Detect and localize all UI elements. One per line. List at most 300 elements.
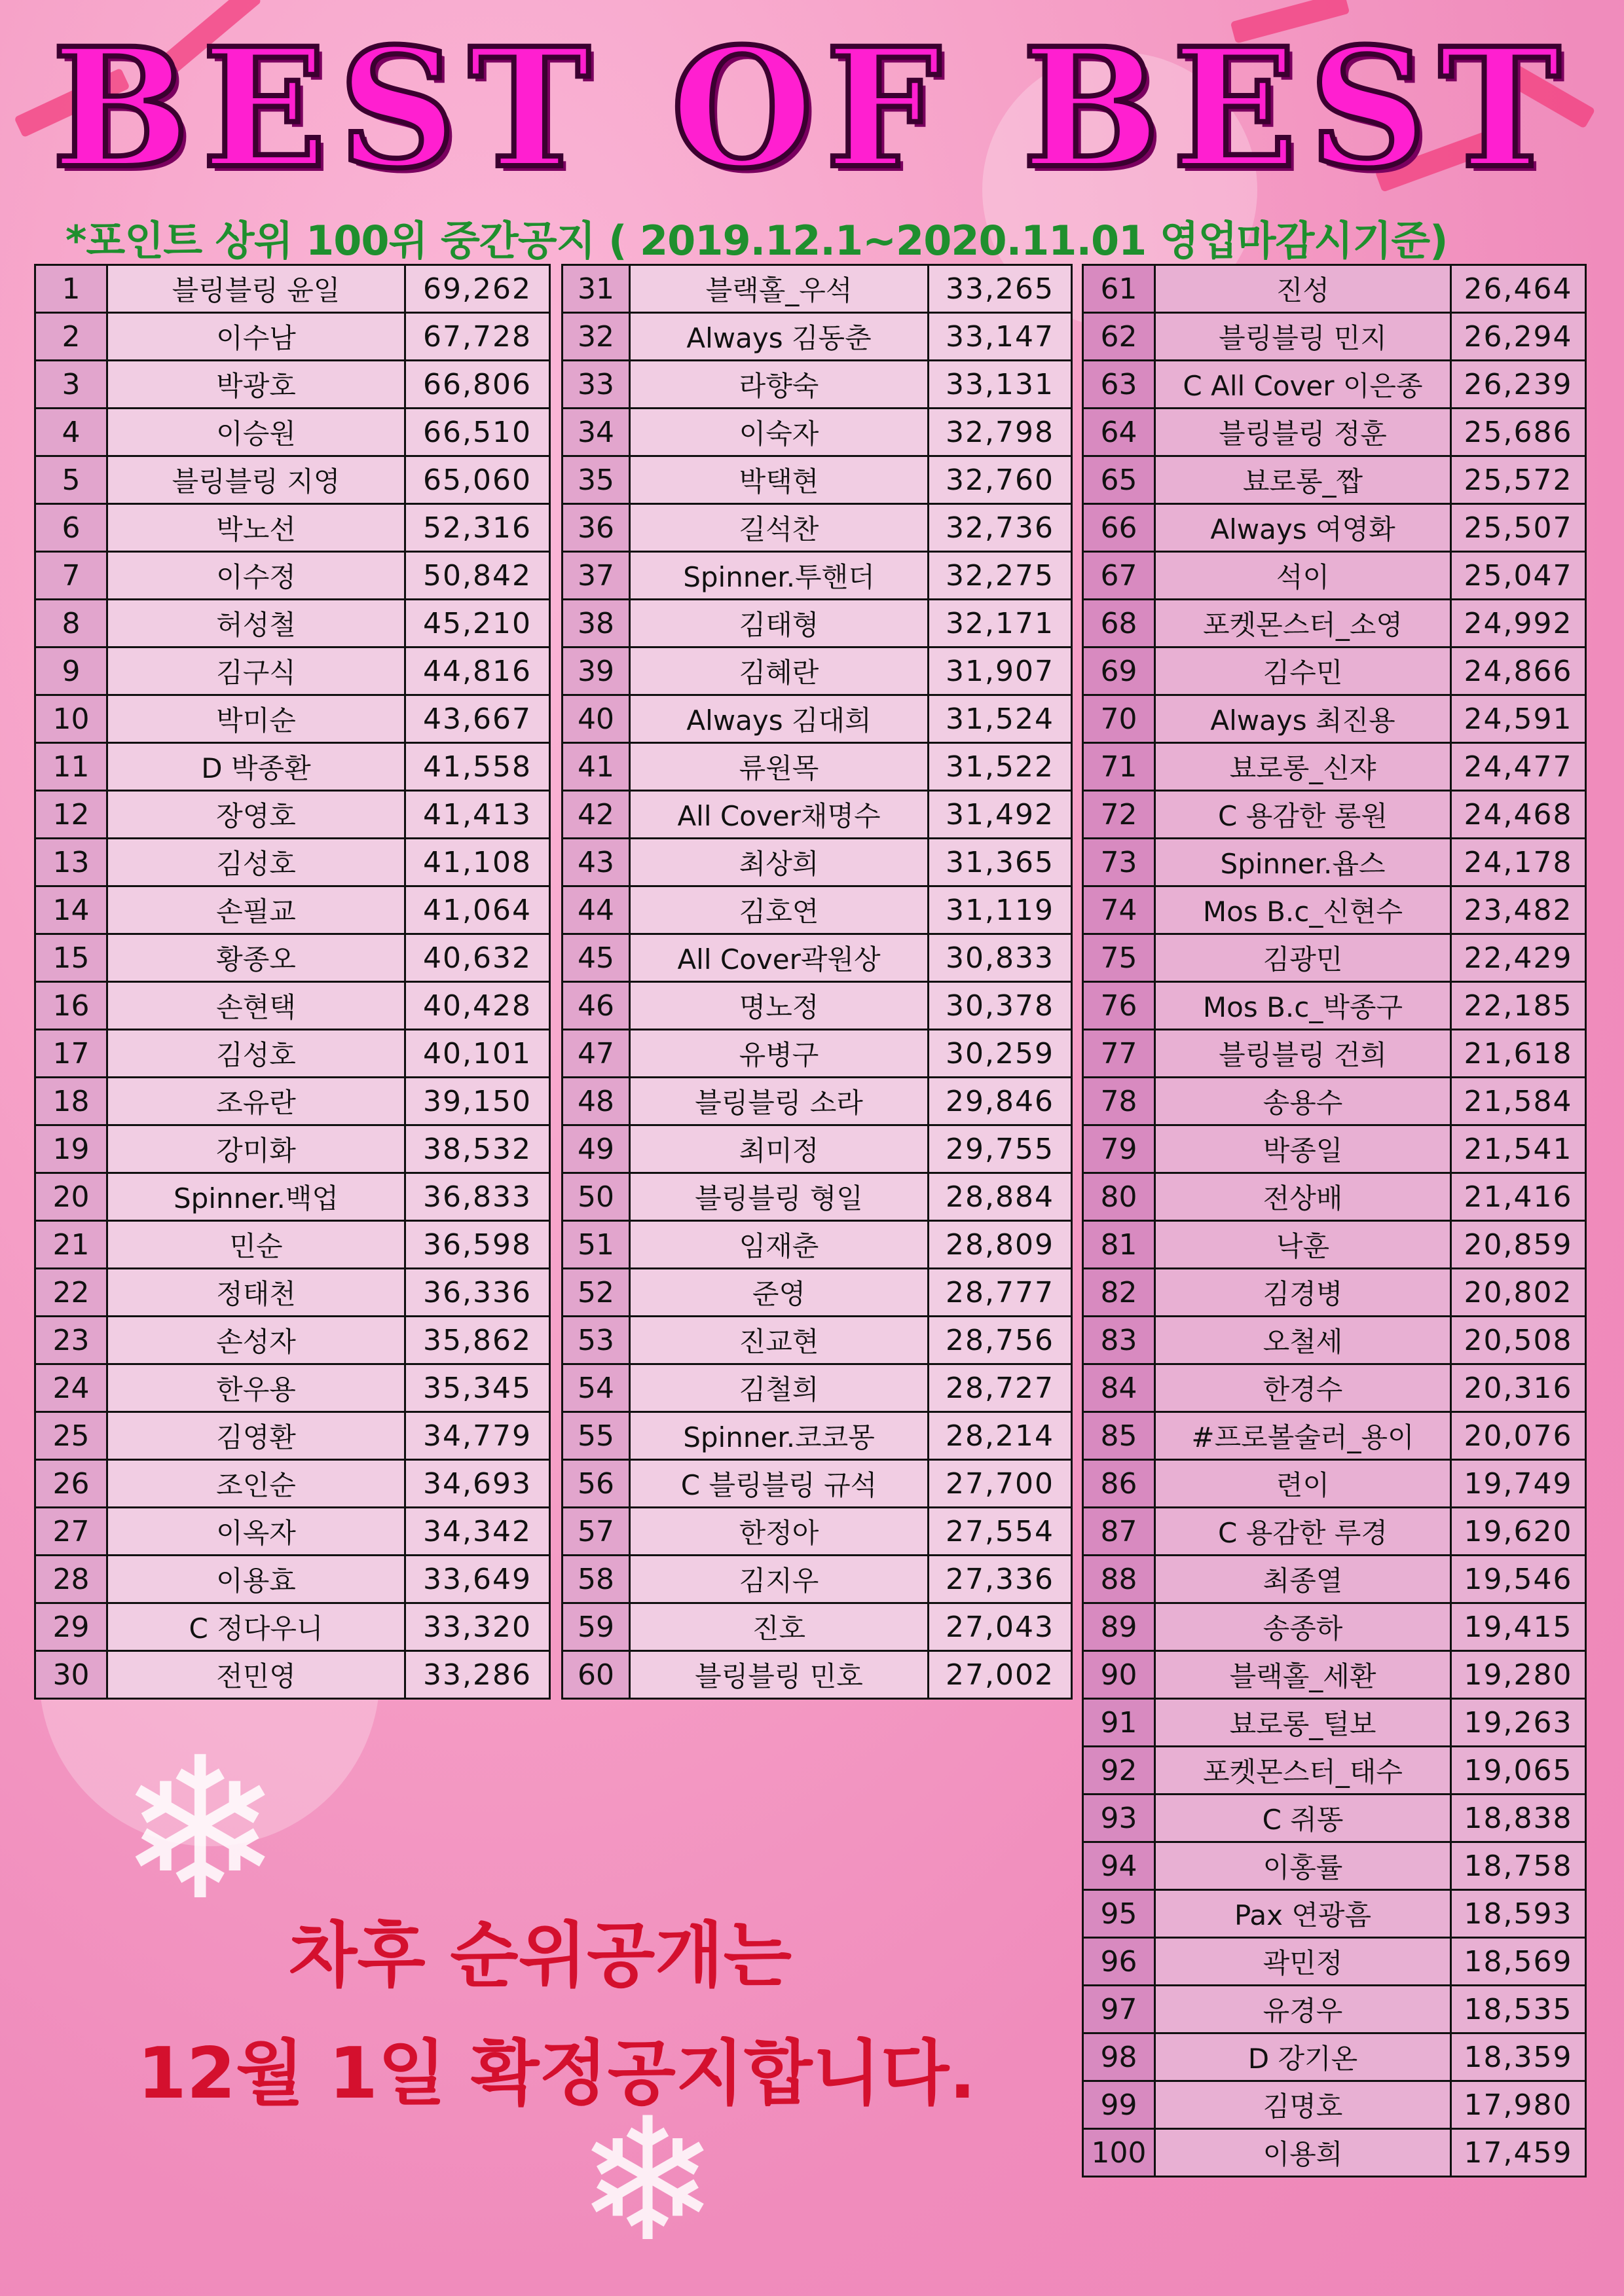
points-cell: 38,532: [405, 1125, 550, 1173]
name-cell: All Cover채명수: [630, 791, 929, 839]
rank-cell: 50: [563, 1173, 630, 1221]
subtitle: *포인트 상위 100위 중간공지 ( 2019.12.1~2020.11.01 영업마감시기준): [65, 217, 1448, 264]
table-row: [35, 1460, 550, 1508]
name-cell: 김지우: [630, 1556, 929, 1603]
points-cell: 19,620: [1451, 1508, 1586, 1556]
points-cell: 26,239: [1451, 361, 1586, 409]
name-cell: 최미정: [630, 1125, 929, 1173]
rank-cell: 29: [35, 1603, 107, 1651]
rank-cell: 84: [1083, 1364, 1155, 1412]
table-row: [563, 695, 1072, 743]
table-row: [563, 600, 1072, 647]
table-row: [1083, 1412, 1586, 1460]
points-cell: 35,345: [405, 1364, 550, 1412]
name-cell: 이숙자: [630, 409, 929, 456]
rank-cell: 37: [563, 552, 630, 600]
points-cell: 27,043: [929, 1603, 1072, 1651]
points-cell: 25,047: [1451, 552, 1586, 600]
table-row: [1083, 2033, 1586, 2081]
points-cell: 28,756: [929, 1317, 1072, 1364]
name-cell: 이수정: [107, 552, 405, 600]
points-cell: 21,584: [1451, 1078, 1586, 1125]
table-row: [1083, 1699, 1586, 1747]
rank-cell: 10: [35, 695, 107, 743]
points-cell: 18,569: [1451, 1938, 1586, 1986]
rank-cell: 35: [563, 456, 630, 504]
rank-cell: 36: [563, 504, 630, 552]
name-cell: Spinner.투핸더: [630, 552, 929, 600]
points-cell: 27,554: [929, 1508, 1072, 1556]
points-cell: 36,336: [405, 1269, 550, 1317]
rank-cell: 28: [35, 1556, 107, 1603]
rank-cell: 55: [563, 1412, 630, 1460]
name-cell: 최종열: [1155, 1556, 1451, 1603]
table-row: [1083, 1078, 1586, 1125]
points-cell: 40,428: [405, 982, 550, 1030]
name-cell: 박노선: [107, 504, 405, 552]
name-cell: 전민영: [107, 1651, 405, 1699]
table-row: [1083, 361, 1586, 409]
notice-line-1: 차후 순위공개는: [289, 1915, 792, 1997]
points-cell: 41,108: [405, 839, 550, 886]
rank-cell: 20: [35, 1173, 107, 1221]
points-cell: 24,178: [1451, 839, 1586, 886]
name-cell: 조인순: [107, 1460, 405, 1508]
points-cell: 20,859: [1451, 1221, 1586, 1269]
points-cell: 23,482: [1451, 886, 1586, 934]
points-cell: 24,866: [1451, 647, 1586, 695]
points-cell: 21,541: [1451, 1125, 1586, 1173]
name-cell: 이용효: [107, 1556, 405, 1603]
table-row: [1083, 1986, 1586, 2033]
table-row: [35, 791, 550, 839]
rank-cell: 89: [1083, 1603, 1155, 1651]
points-cell: 19,415: [1451, 1603, 1586, 1651]
table-row: [563, 1460, 1072, 1508]
rank-cell: 85: [1083, 1412, 1155, 1460]
table-row: [563, 552, 1072, 600]
table-row: [563, 1030, 1072, 1078]
points-cell: 33,286: [405, 1651, 550, 1699]
name-cell: 손성자: [107, 1317, 405, 1364]
points-cell: 34,779: [405, 1412, 550, 1460]
table-row: [563, 791, 1072, 839]
rank-cell: 27: [35, 1508, 107, 1556]
points-cell: 66,510: [405, 409, 550, 456]
name-cell: 뵤로롱_짭: [1155, 456, 1451, 504]
table-row: [35, 456, 550, 504]
table-row: [35, 1508, 550, 1556]
points-cell: 27,700: [929, 1460, 1072, 1508]
table-row: [1083, 839, 1586, 886]
rank-cell: 31: [563, 265, 630, 313]
table-row: [35, 1125, 550, 1173]
name-cell: 라향숙: [630, 361, 929, 409]
table-row: [35, 504, 550, 552]
points-cell: 28,214: [929, 1412, 1072, 1460]
rank-cell: 52: [563, 1269, 630, 1317]
name-cell: 유경우: [1155, 1986, 1451, 2033]
table-row: [563, 265, 1072, 313]
rank-cell: 12: [35, 791, 107, 839]
name-cell: C 블링블링 규석: [630, 1460, 929, 1508]
points-cell: 41,558: [405, 743, 550, 791]
points-cell: 18,535: [1451, 1986, 1586, 2033]
ranking-table-3: [1082, 264, 1587, 2178]
name-cell: 진교현: [630, 1317, 929, 1364]
points-cell: 29,755: [929, 1125, 1072, 1173]
points-cell: 18,838: [1451, 1795, 1586, 1842]
points-cell: 22,185: [1451, 982, 1586, 1030]
name-cell: 블링블링 민지: [1155, 313, 1451, 361]
rank-cell: 17: [35, 1030, 107, 1078]
name-cell: 포켓몬스터_태수: [1155, 1747, 1451, 1795]
name-cell: 김철희: [630, 1364, 929, 1412]
table-row: [35, 1364, 550, 1412]
table-row: [563, 313, 1072, 361]
points-cell: 69,262: [405, 265, 550, 313]
name-cell: 허성철: [107, 600, 405, 647]
rank-cell: 46: [563, 982, 630, 1030]
name-cell: 한우용: [107, 1364, 405, 1412]
name-cell: 한경수: [1155, 1364, 1451, 1412]
rank-cell: 100: [1083, 2129, 1155, 2177]
table-row: [1083, 647, 1586, 695]
table-row: [1083, 313, 1586, 361]
name-cell: 포켓몬스터_소영: [1155, 600, 1451, 647]
table-row: [1083, 265, 1586, 313]
table-row: [1083, 1364, 1586, 1412]
name-cell: 정태천: [107, 1269, 405, 1317]
points-cell: 32,736: [929, 504, 1072, 552]
points-cell: 24,477: [1451, 743, 1586, 791]
rank-cell: 54: [563, 1364, 630, 1412]
table-row: [35, 695, 550, 743]
name-cell: Spinner.백업: [107, 1173, 405, 1221]
table-row: [1083, 1269, 1586, 1317]
points-cell: 20,076: [1451, 1412, 1586, 1460]
name-cell: 진호: [630, 1603, 929, 1651]
rank-cell: 11: [35, 743, 107, 791]
table-row: [563, 1556, 1072, 1603]
name-cell: 임재춘: [630, 1221, 929, 1269]
table-row: [1083, 456, 1586, 504]
rank-cell: 99: [1083, 2081, 1155, 2129]
points-cell: 18,758: [1451, 1842, 1586, 1890]
points-cell: 30,259: [929, 1030, 1072, 1078]
rank-cell: 82: [1083, 1269, 1155, 1317]
rank-cell: 45: [563, 934, 630, 982]
points-cell: 31,522: [929, 743, 1072, 791]
points-cell: 33,131: [929, 361, 1072, 409]
rank-cell: 24: [35, 1364, 107, 1412]
rank-cell: 93: [1083, 1795, 1155, 1842]
points-cell: 41,064: [405, 886, 550, 934]
table-row: [1083, 1556, 1586, 1603]
points-cell: 36,598: [405, 1221, 550, 1269]
rank-cell: 73: [1083, 839, 1155, 886]
points-cell: 18,359: [1451, 2033, 1586, 2081]
points-cell: 19,065: [1451, 1747, 1586, 1795]
name-cell: 이용희: [1155, 2129, 1451, 2177]
name-cell: C 용감한 롱원: [1155, 791, 1451, 839]
table-row: [1083, 1651, 1586, 1699]
rank-cell: 97: [1083, 1986, 1155, 2033]
name-cell: 명노정: [630, 982, 929, 1030]
name-cell: 이옥자: [107, 1508, 405, 1556]
rank-cell: 9: [35, 647, 107, 695]
rank-cell: 78: [1083, 1078, 1155, 1125]
table-row: [563, 1221, 1072, 1269]
name-cell: 뵤로롱_신쟈: [1155, 743, 1451, 791]
table-row: [1083, 1173, 1586, 1221]
rank-cell: 81: [1083, 1221, 1155, 1269]
table-row: [563, 1412, 1072, 1460]
name-cell: 박미순: [107, 695, 405, 743]
rank-cell: 62: [1083, 313, 1155, 361]
table-row: [1083, 1508, 1586, 1556]
table-row: [35, 743, 550, 791]
name-cell: D 강기온: [1155, 2033, 1451, 2081]
name-cell: 오철세: [1155, 1317, 1451, 1364]
table-row: [563, 839, 1072, 886]
table-row: [1083, 695, 1586, 743]
rank-cell: 44: [563, 886, 630, 934]
rank-cell: 7: [35, 552, 107, 600]
rank-cell: 23: [35, 1317, 107, 1364]
rank-cell: 94: [1083, 1842, 1155, 1890]
name-cell: 낙훈: [1155, 1221, 1451, 1269]
rank-cell: 71: [1083, 743, 1155, 791]
points-cell: 67,728: [405, 313, 550, 361]
table-row: [35, 1556, 550, 1603]
rank-cell: 98: [1083, 2033, 1155, 2081]
name-cell: Spinner.욥스: [1155, 839, 1451, 886]
points-cell: 33,147: [929, 313, 1072, 361]
name-cell: All Cover곽원상: [630, 934, 929, 982]
table-row: [563, 886, 1072, 934]
rank-cell: 19: [35, 1125, 107, 1173]
rank-cell: 6: [35, 504, 107, 552]
rank-cell: 68: [1083, 600, 1155, 647]
table-row: [1083, 2081, 1586, 2129]
table-row: [35, 1030, 550, 1078]
rank-cell: 72: [1083, 791, 1155, 839]
rank-cell: 43: [563, 839, 630, 886]
points-cell: 32,760: [929, 456, 1072, 504]
table-row: [1083, 1460, 1586, 1508]
table-row: [35, 313, 550, 361]
name-cell: C 용감한 루경: [1155, 1508, 1451, 1556]
table-row: [563, 361, 1072, 409]
rank-cell: 64: [1083, 409, 1155, 456]
points-cell: 19,263: [1451, 1699, 1586, 1747]
table-row: [563, 934, 1072, 982]
points-cell: 18,593: [1451, 1890, 1586, 1938]
points-cell: 21,416: [1451, 1173, 1586, 1221]
points-cell: 31,119: [929, 886, 1072, 934]
rank-cell: 16: [35, 982, 107, 1030]
name-cell: 박택현: [630, 456, 929, 504]
table-row: [35, 839, 550, 886]
rank-cell: 30: [35, 1651, 107, 1699]
points-cell: 39,150: [405, 1078, 550, 1125]
table-row: [35, 1173, 550, 1221]
table-row: [1083, 504, 1586, 552]
table-row: [563, 409, 1072, 456]
snowflake-icon: ❄: [118, 1715, 283, 1944]
rank-cell: 87: [1083, 1508, 1155, 1556]
table-row: [563, 647, 1072, 695]
rank-cell: 21: [35, 1221, 107, 1269]
name-cell: 박종일: [1155, 1125, 1451, 1173]
points-cell: 28,884: [929, 1173, 1072, 1221]
name-cell: 블링블링 지영: [107, 456, 405, 504]
name-cell: 이승원: [107, 409, 405, 456]
name-cell: 이홍률: [1155, 1842, 1451, 1890]
points-cell: 28,727: [929, 1364, 1072, 1412]
name-cell: 뵤로롱_털보: [1155, 1699, 1451, 1747]
rank-cell: 13: [35, 839, 107, 886]
table-row: [35, 886, 550, 934]
table-row: [1083, 982, 1586, 1030]
points-cell: 40,632: [405, 934, 550, 982]
points-cell: 44,816: [405, 647, 550, 695]
rank-cell: 42: [563, 791, 630, 839]
rank-cell: 41: [563, 743, 630, 791]
table-row: [1083, 2129, 1586, 2177]
rank-cell: 25: [35, 1412, 107, 1460]
points-cell: 31,907: [929, 647, 1072, 695]
table-row: [563, 1651, 1072, 1699]
points-cell: 17,459: [1451, 2129, 1586, 2177]
rank-cell: 75: [1083, 934, 1155, 982]
points-cell: 22,429: [1451, 934, 1586, 982]
ranking-table-2: [561, 264, 1073, 1700]
table-row: [563, 1125, 1072, 1173]
points-cell: 25,507: [1451, 504, 1586, 552]
table-row: [35, 409, 550, 456]
points-cell: 25,572: [1451, 456, 1586, 504]
rank-cell: 1: [35, 265, 107, 313]
rank-cell: 3: [35, 361, 107, 409]
name-cell: 김성호: [107, 839, 405, 886]
rank-cell: 15: [35, 934, 107, 982]
rank-cell: 53: [563, 1317, 630, 1364]
name-cell: 김수민: [1155, 647, 1451, 695]
name-cell: 유병구: [630, 1030, 929, 1078]
points-cell: 31,492: [929, 791, 1072, 839]
table-row: [35, 552, 550, 600]
table-row: [1083, 1842, 1586, 1890]
rank-cell: 92: [1083, 1747, 1155, 1795]
name-cell: 블랙홀_우석: [630, 265, 929, 313]
rank-cell: 2: [35, 313, 107, 361]
rank-cell: 49: [563, 1125, 630, 1173]
table-row: [35, 1078, 550, 1125]
table-row: [1083, 600, 1586, 647]
name-cell: 김혜란: [630, 647, 929, 695]
name-cell: 손현택: [107, 982, 405, 1030]
points-cell: 34,342: [405, 1508, 550, 1556]
points-cell: 26,294: [1451, 313, 1586, 361]
name-cell: 송용수: [1155, 1078, 1451, 1125]
name-cell: 김구식: [107, 647, 405, 695]
rank-cell: 22: [35, 1269, 107, 1317]
points-cell: 28,809: [929, 1221, 1072, 1269]
points-cell: 31,524: [929, 695, 1072, 743]
table-row: [1083, 791, 1586, 839]
name-cell: 곽민정: [1155, 1938, 1451, 1986]
rank-cell: 77: [1083, 1030, 1155, 1078]
points-cell: 40,101: [405, 1030, 550, 1078]
name-cell: 준영: [630, 1269, 929, 1317]
rank-cell: 48: [563, 1078, 630, 1125]
table-row: [1083, 1125, 1586, 1173]
name-cell: 김태형: [630, 600, 929, 647]
points-cell: 27,336: [929, 1556, 1072, 1603]
name-cell: D 박종환: [107, 743, 405, 791]
points-cell: 26,464: [1451, 265, 1586, 313]
rank-cell: 66: [1083, 504, 1155, 552]
rank-cell: 14: [35, 886, 107, 934]
points-cell: 50,842: [405, 552, 550, 600]
name-cell: 블링블링 윤일: [107, 265, 405, 313]
points-cell: 20,508: [1451, 1317, 1586, 1364]
rank-cell: 61: [1083, 265, 1155, 313]
rank-cell: 63: [1083, 361, 1155, 409]
points-cell: 31,365: [929, 839, 1072, 886]
table-row: [1083, 1795, 1586, 1842]
points-cell: 24,468: [1451, 791, 1586, 839]
points-cell: 32,171: [929, 600, 1072, 647]
name-cell: Mos B.c_신현수: [1155, 886, 1451, 934]
rank-cell: 67: [1083, 552, 1155, 600]
rank-cell: 80: [1083, 1173, 1155, 1221]
table-row: [563, 743, 1072, 791]
points-cell: 19,546: [1451, 1556, 1586, 1603]
rank-cell: 65: [1083, 456, 1155, 504]
points-cell: 17,980: [1451, 2081, 1586, 2129]
ranking-table-1: [34, 264, 551, 1700]
points-cell: 32,275: [929, 552, 1072, 600]
rank-cell: 95: [1083, 1890, 1155, 1938]
name-cell: Always 최진용: [1155, 695, 1451, 743]
name-cell: 김성호: [107, 1030, 405, 1078]
name-cell: 블랙홀_세환: [1155, 1651, 1451, 1699]
name-cell: 한정아: [630, 1508, 929, 1556]
points-cell: 32,798: [929, 409, 1072, 456]
name-cell: C All Cover 이은종: [1155, 361, 1451, 409]
name-cell: 석이: [1155, 552, 1451, 600]
table-row: [563, 1317, 1072, 1364]
table-row: [563, 456, 1072, 504]
table-row: [1083, 1938, 1586, 1986]
snowflake-icon: ❄: [576, 2082, 719, 2280]
rank-cell: 8: [35, 600, 107, 647]
rank-cell: 4: [35, 409, 107, 456]
points-cell: 34,693: [405, 1460, 550, 1508]
points-cell: 29,846: [929, 1078, 1072, 1125]
rank-cell: 56: [563, 1460, 630, 1508]
page-title: BEST OF BEST: [51, 12, 1573, 204]
table-row: [35, 265, 550, 313]
name-cell: 블링블링 건희: [1155, 1030, 1451, 1078]
table-row: [1083, 552, 1586, 600]
points-cell: 19,280: [1451, 1651, 1586, 1699]
points-cell: 43,667: [405, 695, 550, 743]
name-cell: 련이: [1155, 1460, 1451, 1508]
